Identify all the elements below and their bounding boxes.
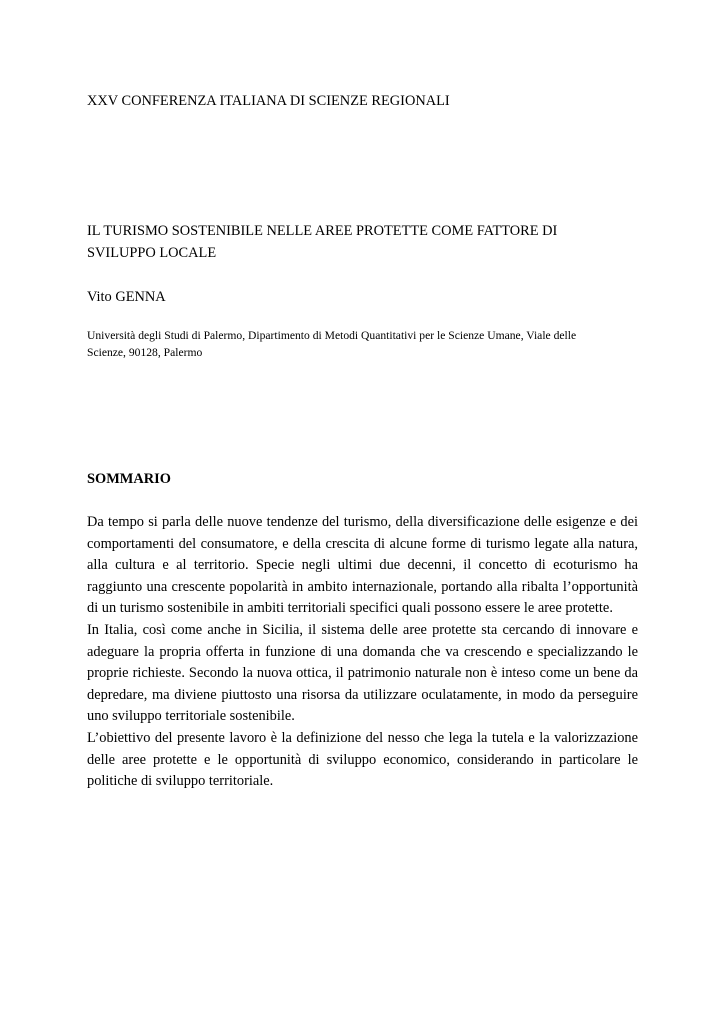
author-affiliation xyxy=(87,327,647,361)
summary-body xyxy=(87,512,638,793)
paper-title-line-1: IL TURISMO SOSTENIBILE NELLE AREE PROTETTE COME FATTORE DI xyxy=(87,223,558,239)
conference-name: XXV CONFERENZA ITALIANA DI SCIENZE REGIONALI xyxy=(87,93,450,109)
summary-paragraph-2: In Italia, così come anche in Sicilia, il sistema delle aree protette sta cercando di innovare e adeguare la propria offerta in funzione di una domanda che va crescendo e specializzando le proprie richieste. Secondo la nuova ottica, il patrimonio naturale non è inteso come un bene da depredare, ma diviene piuttosto una risorsa da utilizzare oculatamente, in modo da perseguire uno sviluppo territoriale sostenibile. xyxy=(87,621,638,725)
affiliation-line-2: Scienze, 90128, Palermo xyxy=(87,346,203,359)
summary-heading: SOMMARIO xyxy=(87,471,171,487)
paper-title xyxy=(87,220,647,264)
summary-paragraph-1: Da tempo si parla delle nuove tendenze del turismo, della diversificazione delle esigenze e dei comportamenti del consumatore, e della crescita di alcune forme di turismo legate alla natura, alla cultura e al territorio. Specie negli ultimi due decenni, il concetto di ecoturismo ha raggiunto una crescente popolarità in ambito internazionale, portando alla ribalta l’opportunità di un turismo sostenibile in ambiti territoriali specifici quali possono essere le aree protette. xyxy=(87,514,638,617)
paper-title-line-2: SVILUPPO LOCALE xyxy=(87,245,217,261)
affiliation-line-1: Università degli Studi di Palermo, Dipartimento di Metodi Quantitativi per le Scienze Umane, Viale delle xyxy=(87,329,577,342)
summary-paragraph-3: L’obiettivo del presente lavoro è la definizione del nesso che lega la tutela e la valorizzazione delle aree protette e le opportunità di sviluppo economico, considerando in particolare le politiche di sviluppo territoriale. xyxy=(87,729,638,790)
author-name: Vito GENNA xyxy=(87,289,166,305)
